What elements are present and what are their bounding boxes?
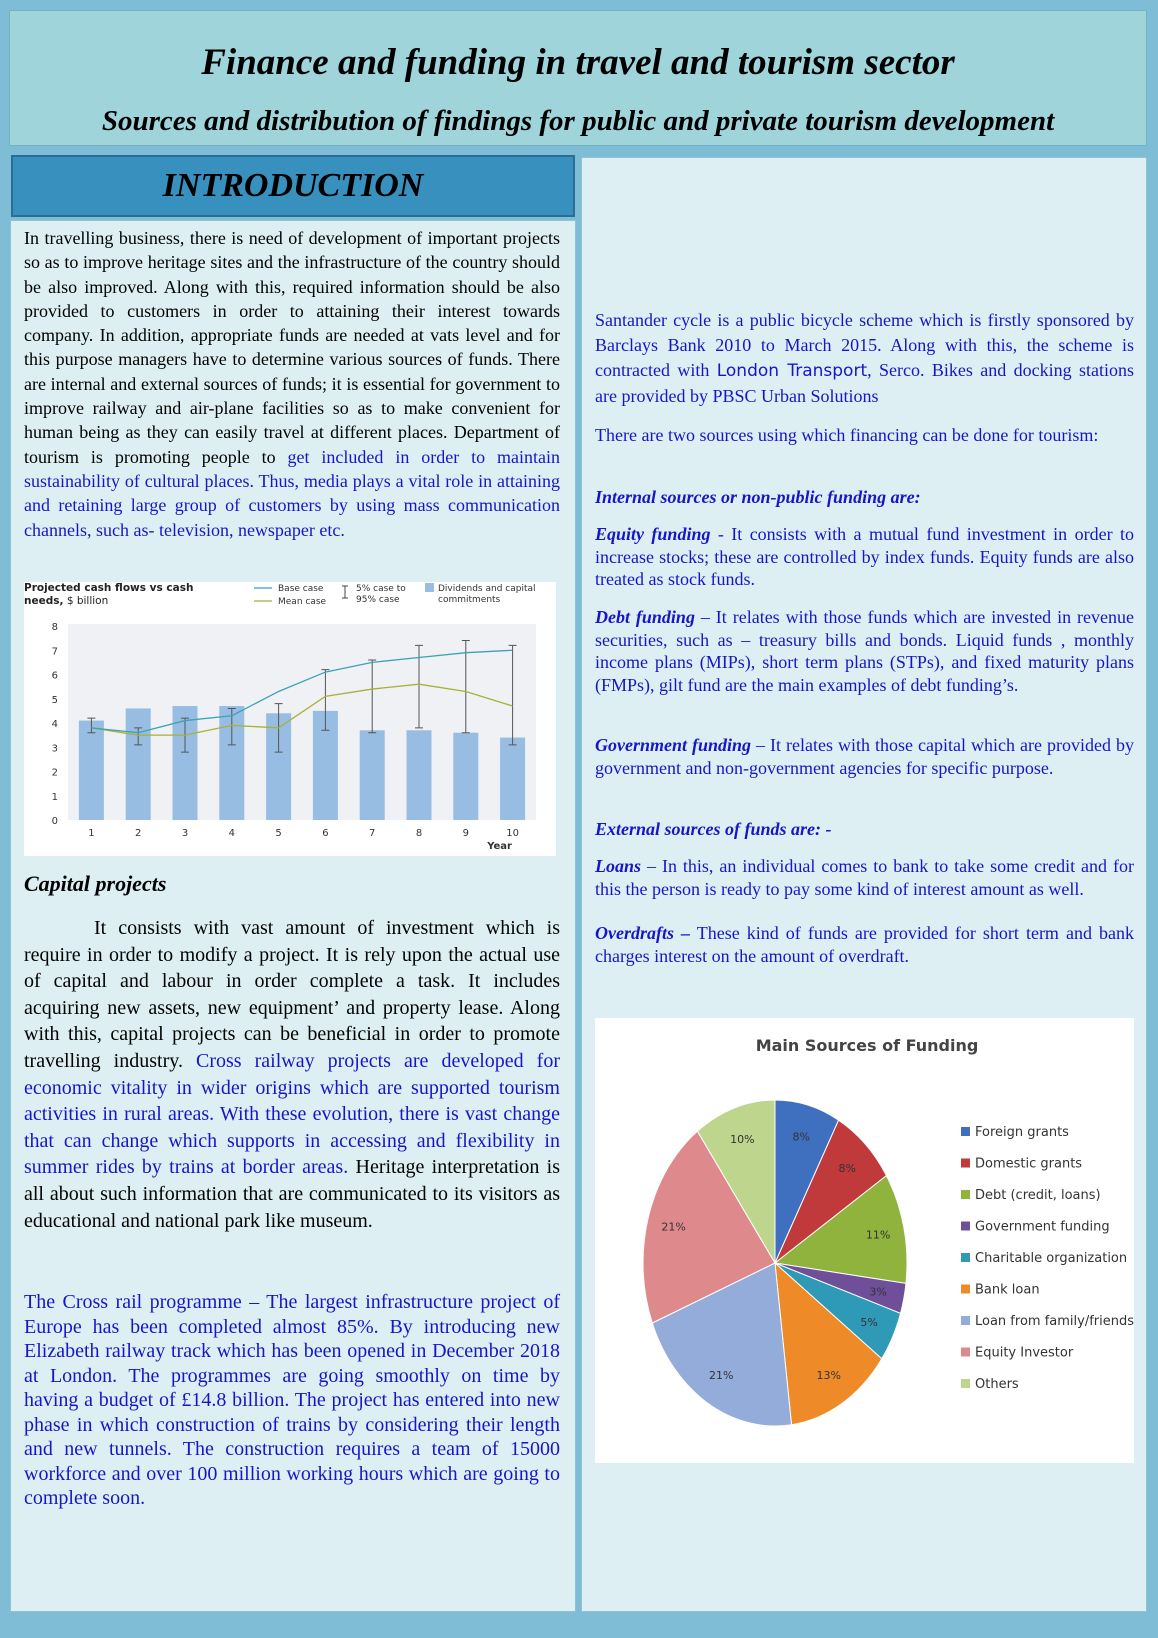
poster-subtitle: Sources and distribution of findings for public and private tourism development <box>101 105 1055 137</box>
legend-bar-swatch <box>425 583 434 592</box>
pie-title: Main Sources of Funding <box>755 1036 979 1055</box>
capital-text-black: It consists with vast amount of investment which is require in order to modify a project. It is rely upon the actual use of capital and labour in order complete a task. It includes acquiring new assets, new equipment’ and property lease. Along with this, capital projects can be beneficial in order to promote travelling industry. <box>24 917 560 1072</box>
pie-legend-label: Others <box>975 1377 1019 1392</box>
pie-legend-label: Loan from family/friends <box>975 1314 1134 1329</box>
legend-bar-label-1: Dividends and capital <box>438 584 536 594</box>
capital-projects-text <box>24 915 560 1234</box>
overdrafts-text: These kind of funds are provided for short term and bank charges interest on the amount of overdraft. <box>595 923 1134 966</box>
internal-sources-heading <box>595 486 1134 509</box>
y-tick-label: 0 <box>51 816 58 827</box>
equity-text: - It consists with a mutual fund investment in order to increase stocks; these are controlled by index funds. Equity funds are also treated as stock funds. <box>595 524 1134 589</box>
chart-title: Projected cash flows vs cash <box>24 582 194 594</box>
y-tick-label: 6 <box>51 670 58 682</box>
pie-legend-label: Bank loan <box>975 1282 1040 1298</box>
loans-paragraph <box>595 855 1134 900</box>
x-tick-label: 10 <box>506 828 519 839</box>
chart-title-continuation: needs, <box>24 595 64 607</box>
y-tick-label: 2 <box>51 767 58 779</box>
pie-legend-swatch <box>961 1253 970 1262</box>
x-tick-label: 2 <box>135 828 142 839</box>
crossrail-paragraph: The Cross rail programme – The largest infrastructure project of Europe has been completed almost 85%. By introducing new Elizabeth railway track which has been opened in December 2018 at London. The programmes are going smoothly on time by having a budget of £14.8 billion. The project has entered into new phase in which construction of trains by considering their length and new tunnels. The construction requires a team of 15000 workforce and over 100 million working hours which are going to complete soon. <box>24 1291 560 1509</box>
introduction-heading: INTRODUCTION <box>162 167 424 204</box>
legend-errorbar-icon <box>342 586 348 598</box>
poster-header <box>9 10 1147 146</box>
introduction-text <box>24 226 560 542</box>
debt-text: – It relates with those funds which are invested in revenue securities, such as – treasury bills and bonds. Liquid funds , monthly income plans (MIPs), short term plans (STPs), and fixed maturity plans (FMPs), gilt fund are the main examples of debt funding’s. <box>595 607 1134 695</box>
x-tick-label: 7 <box>369 828 376 839</box>
pie-legend-label: Equity Investor <box>975 1345 1074 1361</box>
x-tick-label: 5 <box>275 828 282 839</box>
intro-text-blue: get included in order to maintain sustainability of cultural places. Thus, media plays a vital role in attaining and retaining large group of customers by using mass communication channels, such as- television, newspaper etc. <box>24 446 560 540</box>
legend-mean-label: Mean case <box>278 597 327 607</box>
capital-text-blue: Cross railway projects are developed for economic vitality in wider origins which are supported tourism activities in rural areas. With these evolution, there is vast change that can change which supports in accessing and flexibility in summer rides by trains at border areas. <box>24 1049 560 1179</box>
pie-value-label: 3% <box>869 1285 887 1299</box>
y-tick-label: 8 <box>51 622 58 633</box>
capital-projects-heading: Capital projects <box>24 871 167 896</box>
pie-value-label: 8% <box>838 1161 857 1175</box>
debt-term: Debt funding <box>595 607 695 627</box>
pie-value-label: 11% <box>865 1228 891 1242</box>
pie-legend-swatch <box>961 1159 970 1168</box>
pie-legend-swatch <box>961 1348 970 1357</box>
external-sources-heading <box>595 818 1134 841</box>
x-tick-label: 3 <box>181 828 189 839</box>
government-term: Government funding <box>595 735 752 755</box>
chart-unit-line <box>24 595 108 607</box>
y-tick-label: 5 <box>51 694 58 706</box>
poster-title: Finance and funding in travel and tourism sector <box>201 42 955 83</box>
internal-heading-text: Internal sources or non-public funding are: <box>595 487 921 507</box>
cash-flow-chart <box>24 582 556 856</box>
pie-legend-label: Charitable organization <box>975 1251 1128 1266</box>
x-tick-label: 8 <box>415 828 423 839</box>
bar-year-1 <box>79 721 104 820</box>
y-tick-label: 1 <box>51 791 58 803</box>
pie-value-label: 5% <box>860 1316 878 1330</box>
pie-legend-swatch <box>961 1190 970 1199</box>
loans-text: – In this, an individual comes to bank to take some credit and for this the person is ready to pay some kind of interest amount as well. <box>595 856 1134 899</box>
pie-value-label: 13% <box>816 1369 841 1383</box>
legend-errorbar-label-1: 5% case to <box>356 584 406 594</box>
bar-year-10 <box>500 738 525 820</box>
bar-year-9 <box>453 733 478 820</box>
legend-base-label: Base case <box>278 584 324 594</box>
y-tick-label: 7 <box>51 646 58 658</box>
equity-term: Equity funding <box>595 524 711 544</box>
pie-value-label: 10% <box>730 1132 755 1146</box>
x-tick-label: 9 <box>462 828 469 839</box>
bar-year-7 <box>360 730 385 820</box>
debt-funding-paragraph <box>595 606 1134 696</box>
pie-legend-label: Domestic grants <box>975 1156 1083 1172</box>
bar-year-2 <box>126 708 151 820</box>
overdrafts-paragraph <box>595 922 1134 967</box>
pie-legend-swatch <box>961 1222 970 1231</box>
x-tick-label: 1 <box>88 828 95 839</box>
y-tick-label: 3 <box>51 743 58 755</box>
pie-value-label: 21% <box>709 1369 734 1383</box>
pie-legend-label: Debt (credit, loans) <box>975 1188 1101 1203</box>
external-heading-text: External sources of funds are: - <box>595 819 832 839</box>
introduction-banner <box>11 155 575 217</box>
legend-bar-label-2: commitments <box>438 595 501 605</box>
x-axis-label: Year <box>487 841 512 852</box>
santander-text-a: Santander cycle is a public bicycle scheme which is firstly sponsored by Barclays Bank 2010 to March 2015. Along with this, the scheme is contracted with <box>595 310 1134 380</box>
loans-term: Loans <box>595 856 642 876</box>
two-sources-paragraph: There are two sources using which financing can be done for tourism: <box>595 425 1099 445</box>
pie-legend-label: Government funding <box>975 1219 1110 1235</box>
pie-value-label: 8% <box>792 1130 810 1144</box>
intro-text-black: In travelling business, there is need of development of important projects so as to improve heritage sites and the infrastructure of the country should be also improved. Along with this, required information should be also provided to customers in order to attaining their interest towards company. In addition, appropriate funds are needed at vats level and for this purpose managers have to determine various sources of funds. There are internal and external sources of funds; it is essential for government to improve railway and air-plane facilities so as to make convenient for human being as they can easily travel at different places. Department of tourism is promoting people to <box>24 228 560 467</box>
pie-legend-swatch <box>961 1316 970 1325</box>
x-tick-label: 4 <box>228 828 235 839</box>
pie-legend-swatch <box>961 1379 970 1388</box>
santander-paragraph <box>595 308 1134 409</box>
santander-text-b: , Serco. Bikes and docking stations are provided by PBSC Urban Solutions <box>595 360 1134 406</box>
x-tick-label: 6 <box>322 828 329 839</box>
government-text: – It relates with those capital which are provided by government and non-government agencies for specific purpose. <box>595 735 1134 778</box>
funding-pie-chart <box>595 1018 1134 1463</box>
pie-legend-swatch <box>961 1285 970 1294</box>
london-transport-text: London Transport <box>716 361 868 381</box>
equity-funding-paragraph <box>595 523 1134 591</box>
chart-unit: $ billion <box>63 595 109 607</box>
capital-text-black-2: Heritage interpretation is all about such information that are communicated to its visitors as educational and national park like museum. <box>24 1156 561 1232</box>
overdrafts-term: Overdrafts – <box>595 923 691 943</box>
legend-errorbar-label-2: 95% case <box>356 595 400 605</box>
y-tick-label: 4 <box>51 719 58 730</box>
government-funding-paragraph <box>595 734 1134 779</box>
bar-year-8 <box>407 730 432 820</box>
pie-legend-label: Foreign grants <box>975 1125 1069 1140</box>
pie-value-label: 21% <box>661 1220 686 1234</box>
pie-legend-swatch <box>961 1127 970 1136</box>
